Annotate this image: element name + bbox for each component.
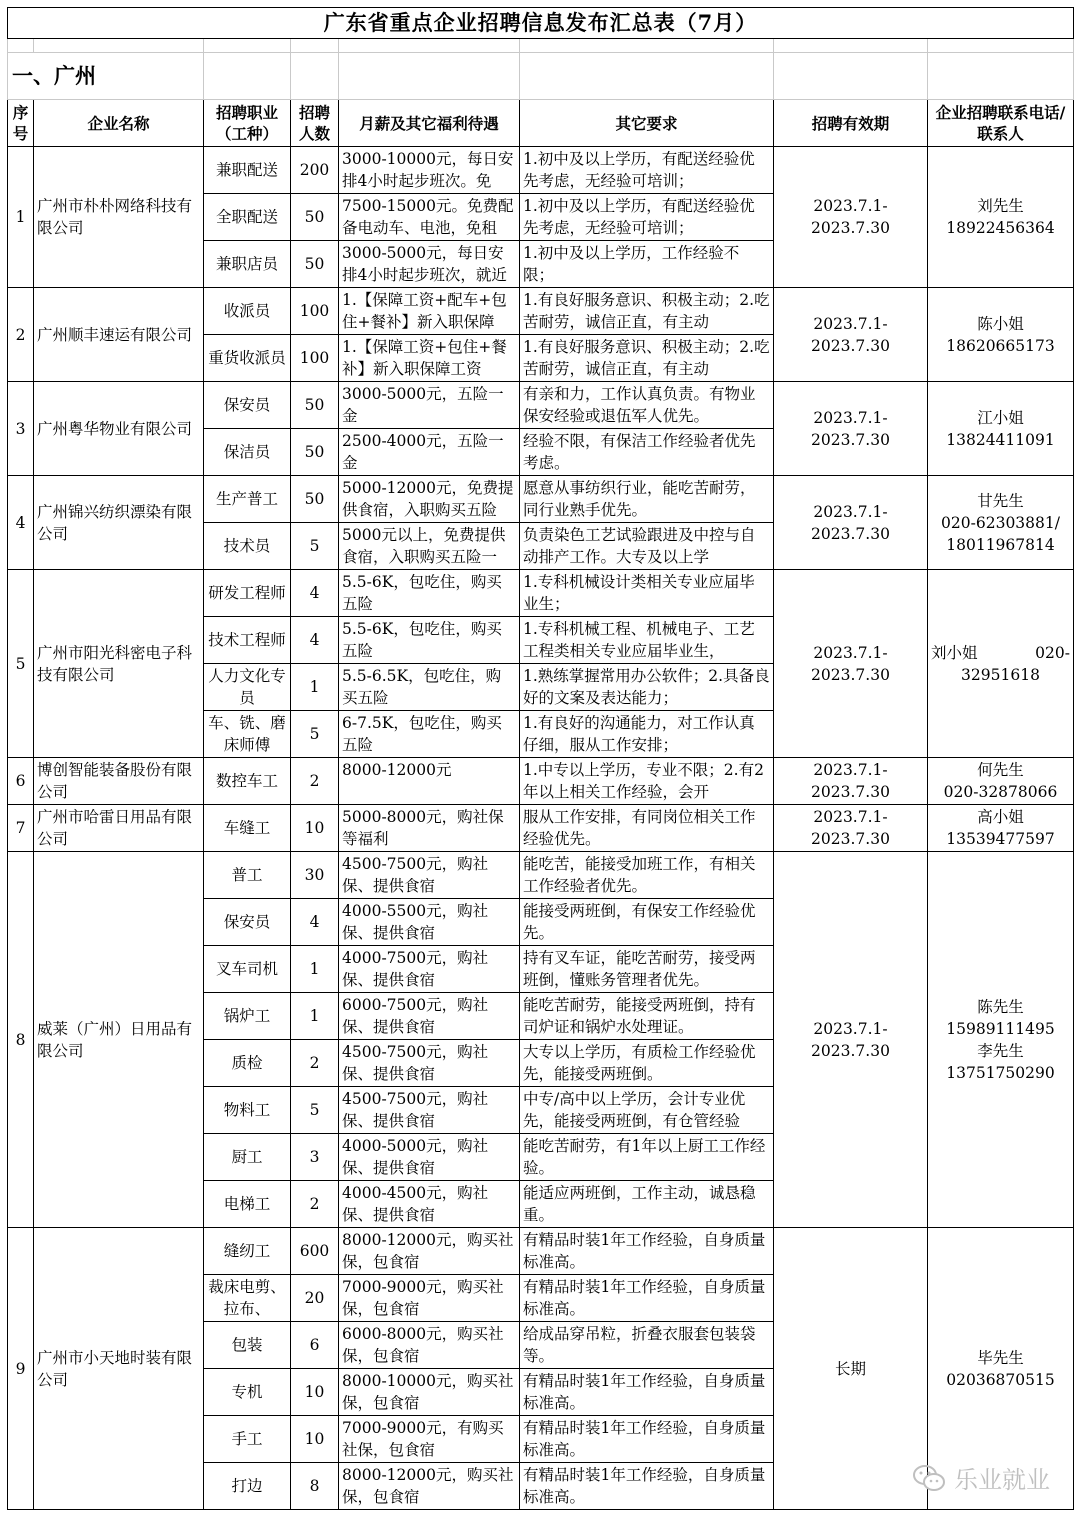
job-salary-text: 4500-7500元，购社保、提供食宿 xyxy=(342,855,489,895)
job-position: 技术员 xyxy=(204,523,291,570)
job-requirements-text: 能适应两班倒，工作主动，诚恳稳重。 xyxy=(523,1184,756,1224)
job-salary xyxy=(339,1134,520,1181)
contact-cell xyxy=(928,476,1074,570)
header-company: 企业名称 xyxy=(34,100,204,147)
job-count: 200 xyxy=(291,147,339,194)
job-count: 6 xyxy=(291,1322,339,1369)
job-salary xyxy=(339,1228,520,1275)
job-position: 裁床电剪、拉布、 xyxy=(204,1275,291,1322)
contact-line: 18922456364 xyxy=(946,219,1055,237)
job-requirements-text: 1.有良好服务意识、积极主动；2.吃苦耐劳，诚信正直，有主动 xyxy=(523,291,770,331)
job-requirements xyxy=(520,1463,774,1510)
recruit-period: 2023.7.1-2023.7.30 xyxy=(774,382,928,476)
job-requirements xyxy=(520,617,774,664)
contact-line: 18011967814 xyxy=(946,535,1055,554)
job-salary xyxy=(339,617,520,664)
job-requirements-text: 给成品穿吊粒，折叠衣服套包装袋等。 xyxy=(523,1325,756,1365)
job-count: 50 xyxy=(291,241,339,288)
contact-line: 13824411091 xyxy=(946,430,1055,449)
job-count: 2 xyxy=(291,1040,339,1087)
recruitment-sheet xyxy=(7,7,1073,1510)
recruit-period: 2023.7.1-2023.7.30 xyxy=(774,476,928,570)
job-salary xyxy=(339,476,520,523)
contact-line xyxy=(931,642,1070,664)
job-count: 30 xyxy=(291,852,339,899)
job-salary-text: 8000-12000元，购买社保，包食宿 xyxy=(342,1466,514,1506)
job-salary xyxy=(339,335,520,382)
contact-line: 02036870515 xyxy=(946,1370,1055,1389)
contact-line: 甘先生 xyxy=(977,491,1024,510)
contact-line: 020-62303881/ xyxy=(941,513,1060,532)
job-salary-text: 6000-8000元，购买社保，包食宿 xyxy=(342,1325,504,1365)
contact-cell xyxy=(928,805,1074,852)
job-requirements xyxy=(520,476,774,523)
job-count: 5 xyxy=(291,523,339,570)
table-row xyxy=(8,852,1074,899)
recruit-period: 2023.7.1-2023.7.30 xyxy=(774,570,928,758)
job-requirements-text: 有精品时装1年工作经验，自身质量标准高。 xyxy=(523,1231,766,1271)
job-requirements-text: 负责染色工艺试验跟进及中控与自动排产工作。大专及以上学 xyxy=(523,526,756,566)
job-requirements xyxy=(520,946,774,993)
contact-line: 13751750290 xyxy=(946,1063,1055,1082)
job-requirements-text: 1.中专以上学历，专业不限；2.有2年以上相关工作经验，会开 xyxy=(523,761,764,801)
job-salary-text: 5.5-6K，包吃住，购买五险 xyxy=(342,620,502,660)
job-count: 3 xyxy=(291,1134,339,1181)
job-salary-text: 4000-5000元，购社保、提供食宿 xyxy=(342,1137,489,1177)
job-salary xyxy=(339,1369,520,1416)
job-salary-text: 7000-9000元，购买社保，包食宿 xyxy=(342,1278,504,1318)
job-requirements xyxy=(520,993,774,1040)
job-requirements-text: 1.专科机械设计类相关专业应届毕业生； xyxy=(523,573,755,613)
job-count: 20 xyxy=(291,1275,339,1322)
job-salary xyxy=(339,194,520,241)
job-salary xyxy=(339,852,520,899)
job-salary xyxy=(339,899,520,946)
job-requirements-text: 中专/高中以上学历，会计专业优先，能接受两班倒，有仓管经验 xyxy=(523,1090,746,1130)
job-requirements-text: 经验不限，有保洁工作经验者优先考虑。 xyxy=(523,432,756,472)
job-salary-text: 2500-4000元，五险一金 xyxy=(342,432,504,472)
company-name: 威莱（广州）日用品有限公司 xyxy=(34,852,204,1228)
job-position: 重货收派员 xyxy=(204,335,291,382)
contact-cell xyxy=(928,758,1074,805)
job-position: 数控车工 xyxy=(204,758,291,805)
table-row xyxy=(8,147,1074,194)
job-salary-text: 5.5-6.5K，包吃住，购买五险 xyxy=(342,667,502,707)
job-salary xyxy=(339,946,520,993)
job-salary xyxy=(339,147,520,194)
job-requirements-text: 大专以上学历，有质检工作经验优先，能接受两班倒。 xyxy=(523,1043,756,1083)
contact-cell xyxy=(928,147,1074,288)
job-requirements xyxy=(520,241,774,288)
contact-line: 18620665173 xyxy=(946,336,1055,355)
job-count: 50 xyxy=(291,476,339,523)
job-requirements xyxy=(520,1322,774,1369)
job-salary-text: 5000-12000元，免费提供食宿，入职购买五险 xyxy=(342,479,514,519)
job-position: 车缝工 xyxy=(204,805,291,852)
job-count: 10 xyxy=(291,805,339,852)
job-count: 10 xyxy=(291,1369,339,1416)
contact-line: 陈小姐 xyxy=(977,314,1024,333)
company-name: 广州市朴朴网络科技有限公司 xyxy=(34,147,204,288)
header-position: 招聘职业（工种） xyxy=(204,100,291,147)
job-requirements-text: 有亲和力，工作认真负责。有物业保安经验或退伍军人优先。 xyxy=(523,385,756,425)
job-salary-text: 1.【保障工资+配车+包住+餐补】新入职保障 xyxy=(342,291,507,331)
job-salary xyxy=(339,758,520,805)
job-position: 保安员 xyxy=(204,899,291,946)
job-count: 100 xyxy=(291,335,339,382)
job-requirements-text: 1.熟练掌握常用办公软件；2.具备良好的文案及表达能力； xyxy=(523,667,770,707)
job-position: 车、铣、磨床师傅 xyxy=(204,711,291,758)
job-requirements xyxy=(520,1275,774,1322)
table-row xyxy=(8,1228,1074,1275)
contact-line: 毕先生 xyxy=(977,1348,1024,1367)
job-requirements-text: 1.有良好的沟通能力，对工作认真仔细，服从工作安排； xyxy=(523,714,755,754)
company-seq: 3 xyxy=(8,382,34,476)
job-requirements xyxy=(520,1369,774,1416)
job-requirements xyxy=(520,288,774,335)
job-count: 2 xyxy=(291,758,339,805)
company-name: 广州顺丰速运有限公司 xyxy=(34,288,204,382)
contact-cell xyxy=(928,288,1074,382)
job-salary xyxy=(339,523,520,570)
job-position: 包装 xyxy=(204,1322,291,1369)
job-salary xyxy=(339,1275,520,1322)
job-requirements xyxy=(520,1040,774,1087)
job-salary xyxy=(339,1040,520,1087)
job-salary xyxy=(339,241,520,288)
job-count: 600 xyxy=(291,1228,339,1275)
job-position: 厨工 xyxy=(204,1134,291,1181)
job-salary-text: 3000-10000元，每日安排4小时起步班次。免 xyxy=(342,150,514,190)
contact-line: 13539477597 xyxy=(946,830,1055,848)
company-seq: 6 xyxy=(8,758,34,805)
job-count: 4 xyxy=(291,617,339,664)
job-salary-text: 4000-7500元，购社保、提供食宿 xyxy=(342,949,489,989)
contact-line: 李先生 xyxy=(977,1041,1024,1060)
job-requirements-text: 1.有良好服务意识、积极主动；2.吃苦耐劳，诚信正直，有主动 xyxy=(523,338,770,378)
job-count: 50 xyxy=(291,382,339,429)
contact-line: 高小姐 xyxy=(977,808,1024,826)
job-salary xyxy=(339,1087,520,1134)
job-position: 保安员 xyxy=(204,382,291,429)
job-count: 5 xyxy=(291,711,339,758)
table-row xyxy=(8,758,1074,805)
job-salary-text: 7500-15000元。免费配备电动车、电池，免租 xyxy=(342,197,514,237)
job-position: 物料工 xyxy=(204,1087,291,1134)
contact-line: 陈先生15989111495 xyxy=(946,997,1055,1038)
header-requirements: 其它要求 xyxy=(520,100,774,147)
job-requirements xyxy=(520,1416,774,1463)
job-position: 叉车司机 xyxy=(204,946,291,993)
job-salary xyxy=(339,664,520,711)
job-salary-text: 1.【保障工资+包住+餐补】新入职保障工资 xyxy=(342,338,507,378)
contact-phone-tail: 32951618 xyxy=(961,665,1040,684)
job-position: 手工 xyxy=(204,1416,291,1463)
job-salary xyxy=(339,1322,520,1369)
table-row xyxy=(8,476,1074,523)
job-position: 收派员 xyxy=(204,288,291,335)
table-row xyxy=(8,288,1074,335)
job-requirements-text: 能接受两班倒，有保安工作经验优先。 xyxy=(523,902,756,942)
job-salary xyxy=(339,805,520,852)
job-count: 50 xyxy=(291,429,339,476)
job-count: 100 xyxy=(291,288,339,335)
job-salary-text: 7000-9000元，有购买社保，包食宿 xyxy=(342,1419,504,1459)
job-salary xyxy=(339,1181,520,1228)
recruit-period: 长期 xyxy=(774,1228,928,1510)
job-position: 质检 xyxy=(204,1040,291,1087)
job-requirements-text: 愿意从事纺织行业，能吃苦耐劳，同行业熟手优先。 xyxy=(523,479,756,519)
watermark xyxy=(912,1460,1050,1495)
job-requirements-text: 能吃苦耐劳，能接受两班倒，持有司炉证和锅炉水处理证。 xyxy=(523,996,756,1036)
company-seq: 7 xyxy=(8,805,34,852)
job-salary xyxy=(339,1416,520,1463)
job-position: 人力文化专员 xyxy=(204,664,291,711)
job-requirements-text: 有精品时装1年工作经验，自身质量标准高。 xyxy=(523,1419,766,1459)
job-requirements-text: 1.初中及以上学历，有配送经验优先考虑，无经验可培训； xyxy=(523,197,755,237)
company-name: 广州市小天地时装有限公司 xyxy=(34,1228,204,1510)
company-name: 广州粤华物业有限公司 xyxy=(34,382,204,476)
contact-line: 020-32878066 xyxy=(943,783,1058,801)
job-requirements xyxy=(520,664,774,711)
header-seq: 序号 xyxy=(8,100,34,147)
job-position: 兼职配送 xyxy=(204,147,291,194)
job-count: 2 xyxy=(291,1181,339,1228)
job-requirements xyxy=(520,1181,774,1228)
job-salary xyxy=(339,288,520,335)
job-requirements xyxy=(520,523,774,570)
job-requirements xyxy=(520,852,774,899)
job-salary xyxy=(339,993,520,1040)
header-count: 招聘人数 xyxy=(291,100,339,147)
job-count: 5 xyxy=(291,1087,339,1134)
job-salary-text: 5000-8000元，购社保等福利 xyxy=(342,808,504,848)
job-salary xyxy=(339,1463,520,1510)
job-requirements-text: 有精品时装1年工作经验，自身质量标准高。 xyxy=(523,1278,766,1318)
job-count: 10 xyxy=(291,1416,339,1463)
job-count: 1 xyxy=(291,664,339,711)
job-requirements xyxy=(520,335,774,382)
job-requirements xyxy=(520,147,774,194)
job-salary-text: 8000-12000元 xyxy=(342,761,452,779)
job-count: 8 xyxy=(291,1463,339,1510)
job-count: 1 xyxy=(291,993,339,1040)
job-salary-text: 8000-12000元，购买社保，包食宿 xyxy=(342,1231,514,1271)
company-seq: 9 xyxy=(8,1228,34,1510)
job-requirements-text: 服从工作安排，有同岗位相关工作经验优先。 xyxy=(523,808,756,848)
job-salary-text: 4000-4500元，购社保、提供食宿 xyxy=(342,1184,489,1224)
job-position: 研发工程师 xyxy=(204,570,291,617)
job-requirements-text: 持有叉车证，能吃苦耐劳，接受两班倒，懂账务管理者优先。 xyxy=(523,949,756,989)
job-salary-text: 6-7.5K，包吃住，购买五险 xyxy=(342,714,502,754)
job-requirements xyxy=(520,1087,774,1134)
recruit-period: 2023.7.1-2023.7.30 xyxy=(774,805,928,852)
contact-person: 刘小姐 xyxy=(931,643,978,662)
job-requirements xyxy=(520,1134,774,1181)
job-requirements xyxy=(520,570,774,617)
job-position: 锅炉工 xyxy=(204,993,291,1040)
job-salary-text: 5000元以上，免费提供食宿，入职购买五险一 xyxy=(342,526,506,566)
job-requirements xyxy=(520,758,774,805)
job-requirements xyxy=(520,1228,774,1275)
job-position: 全职配送 xyxy=(204,194,291,241)
job-requirements xyxy=(520,899,774,946)
company-seq: 4 xyxy=(8,476,34,570)
contact-phone-prefix: 020- xyxy=(1035,643,1070,662)
recruitment-table xyxy=(7,7,1074,1510)
company-seq: 1 xyxy=(8,147,34,288)
job-requirements-text: 能吃苦，能接受加班工作，有相关工作经验者优先。 xyxy=(523,855,756,895)
job-position: 技术工程师 xyxy=(204,617,291,664)
table-row xyxy=(8,805,1074,852)
job-position: 生产普工 xyxy=(204,476,291,523)
job-position: 兼职店员 xyxy=(204,241,291,288)
job-salary-text: 5.5-6K，包吃住，购买五险 xyxy=(342,573,502,613)
job-salary xyxy=(339,570,520,617)
job-salary-text: 8000-10000元，购买社保，包食宿 xyxy=(342,1372,514,1412)
contact-line: 江小姐 xyxy=(977,408,1024,427)
job-salary-text: 6000-7500元，购社保、提供食宿 xyxy=(342,996,489,1036)
job-requirements xyxy=(520,805,774,852)
job-salary-text: 3000-5000元，每日安排4小时起步班次，就近 xyxy=(342,244,507,284)
job-requirements-text: 1.专科机械工程、机械电子、工艺工程类相关专业应届毕业生， xyxy=(523,620,755,660)
table-row xyxy=(8,382,1074,429)
contact-cell xyxy=(928,382,1074,476)
job-position: 保洁员 xyxy=(204,429,291,476)
job-requirements-text: 1.初中及以上学历，工作经验不限； xyxy=(523,244,740,284)
job-count: 4 xyxy=(291,899,339,946)
job-salary-text: 3000-5000元，五险一金 xyxy=(342,385,504,425)
wechat-icon xyxy=(912,1463,946,1493)
job-requirements xyxy=(520,194,774,241)
table-row xyxy=(8,570,1074,617)
job-position: 电梯工 xyxy=(204,1181,291,1228)
recruit-period: 2023.7.1-2023.7.30 xyxy=(774,288,928,382)
contact-cell xyxy=(928,852,1074,1228)
header-period: 招聘有效期 xyxy=(774,100,928,147)
header-row xyxy=(8,100,1074,147)
job-requirements xyxy=(520,382,774,429)
company-seq: 5 xyxy=(8,570,34,758)
contact-line: 何先生 xyxy=(977,761,1024,779)
job-count: 50 xyxy=(291,194,339,241)
job-requirements xyxy=(520,429,774,476)
job-salary-text: 4000-5500元，购社保、提供食宿 xyxy=(342,902,489,942)
job-salary xyxy=(339,429,520,476)
job-requirements-text: 有精品时装1年工作经验，自身质量标准高。 xyxy=(523,1372,766,1412)
company-seq: 2 xyxy=(8,288,34,382)
job-count: 1 xyxy=(291,946,339,993)
job-position: 专机 xyxy=(204,1369,291,1416)
header-contact: 企业招聘联系电话/联系人 xyxy=(928,100,1074,147)
recruit-period: 2023.7.1-2023.7.30 xyxy=(774,758,928,805)
job-position: 打边 xyxy=(204,1463,291,1510)
recruit-period: 2023.7.1-2023.7.30 xyxy=(774,852,928,1228)
job-requirements-text: 能吃苦耐劳，有1年以上厨工工作经验。 xyxy=(523,1137,766,1177)
sheet-title: 广东省重点企业招聘信息发布汇总表（7月） xyxy=(8,8,1074,39)
job-position: 普工 xyxy=(204,852,291,899)
company-seq: 8 xyxy=(8,852,34,1228)
header-salary: 月薪及其它福利待遇 xyxy=(339,100,520,147)
recruit-period: 2023.7.1-2023.7.30 xyxy=(774,147,928,288)
job-salary-text: 4500-7500元，购社保、提供食宿 xyxy=(342,1090,489,1130)
company-name: 广州市哈雷日用品有限公司 xyxy=(34,805,204,852)
job-count: 4 xyxy=(291,570,339,617)
job-salary-text: 4500-7500元，购社保、提供食宿 xyxy=(342,1043,489,1083)
job-position: 缝纫工 xyxy=(204,1228,291,1275)
section-heading: 一、广州 xyxy=(8,53,204,100)
job-salary xyxy=(339,382,520,429)
contact-line: 刘先生 xyxy=(977,197,1024,215)
job-requirements-text: 1.初中及以上学历，有配送经验优先考虑，无经验可培训； xyxy=(523,150,755,190)
job-requirements-text: 有精品时装1年工作经验，自身质量标准高。 xyxy=(523,1466,766,1506)
company-name: 博创智能装备股份有限公司 xyxy=(34,758,204,805)
job-salary xyxy=(339,711,520,758)
company-name: 广州市阳光科密电子科技有限公司 xyxy=(34,570,204,758)
watermark-text: 乐业就业 xyxy=(954,1466,1050,1494)
company-name: 广州锦兴纺织漂染有限公司 xyxy=(34,476,204,570)
contact-cell xyxy=(928,570,1074,758)
job-requirements xyxy=(520,711,774,758)
